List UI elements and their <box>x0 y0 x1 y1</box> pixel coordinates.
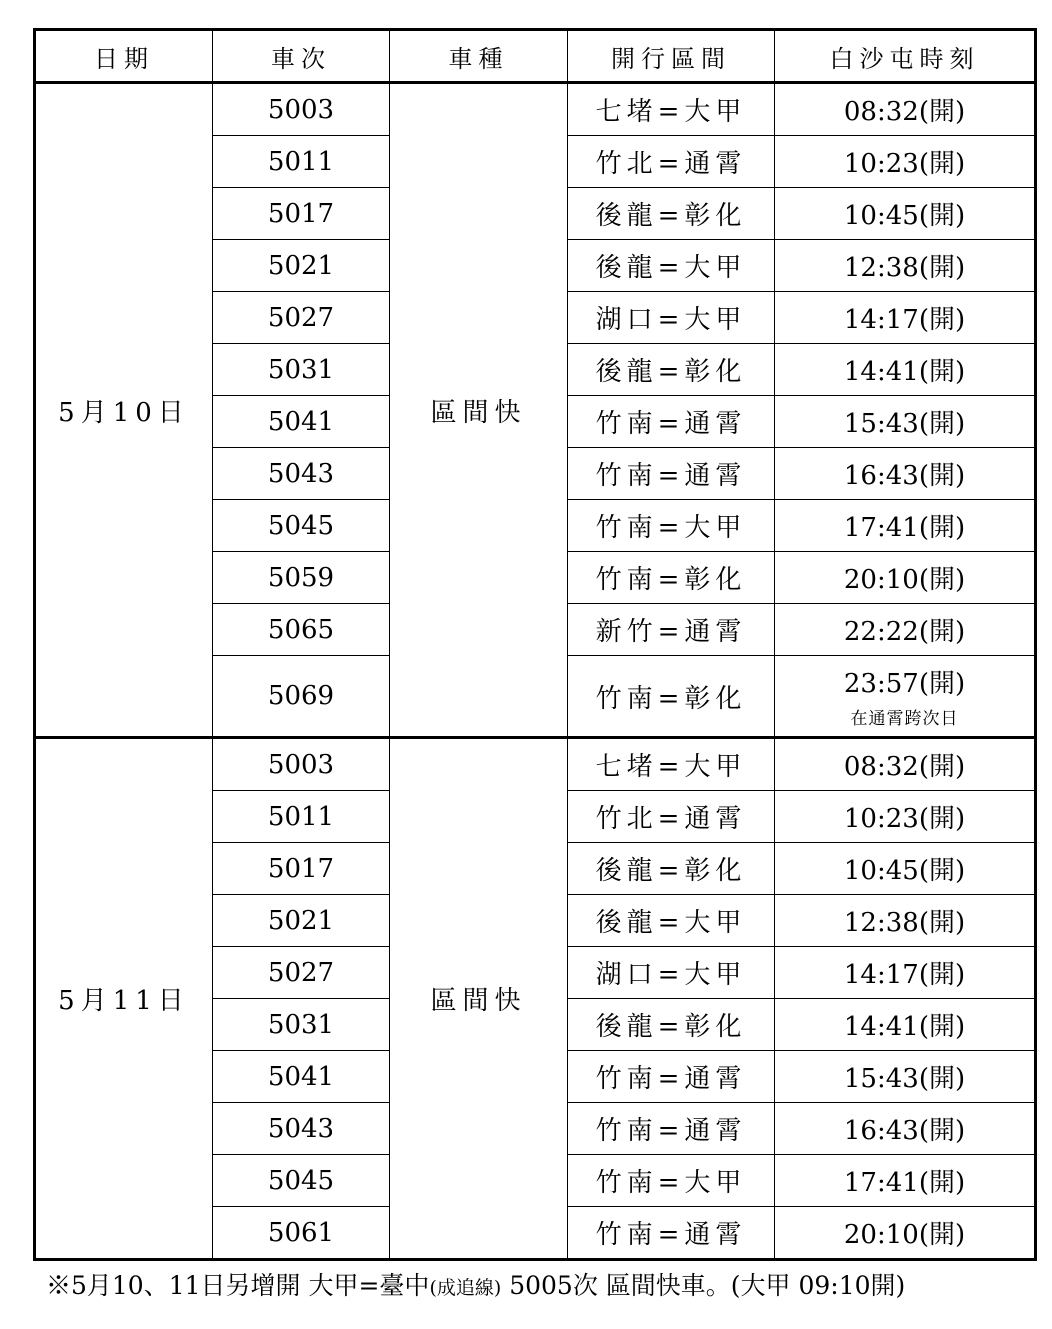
timetable <box>33 28 1037 1261</box>
route-cell: 後龍=彰化 <box>568 188 775 240</box>
train-number-cell: 5069 <box>213 656 390 738</box>
time-cell <box>775 999 1036 1051</box>
time-cell <box>775 895 1036 947</box>
route-cell: 竹南=大甲 <box>568 500 775 552</box>
time-note: 在通霄跨次日 <box>850 709 959 729</box>
route-cell: 後龍=彰化 <box>568 344 775 396</box>
time-cell <box>775 240 1036 292</box>
route-cell: 竹南=彰化 <box>568 656 775 738</box>
time-value: 10:23(開) <box>843 149 966 179</box>
time-value: 15:43(開) <box>843 409 966 439</box>
train-number-cell: 5059 <box>213 552 390 604</box>
time-value: 14:17(開) <box>843 305 966 335</box>
route-cell: 竹北=通霄 <box>568 791 775 843</box>
route-cell: 後龍=彰化 <box>568 843 775 895</box>
time-value: 14:17(開) <box>843 960 966 990</box>
route-cell: 七堵=大甲 <box>568 738 775 791</box>
time-cell <box>775 396 1036 448</box>
route-cell: 竹南=通霄 <box>568 1051 775 1103</box>
header-row <box>35 30 1036 83</box>
train-number-cell: 5017 <box>213 188 390 240</box>
footer-note-detail: 5005次 區間快車。(大甲 09:10開) <box>501 1271 906 1300</box>
time-cell <box>775 947 1036 999</box>
train-number-cell: 5065 <box>213 604 390 656</box>
route-cell: 竹南=通霄 <box>568 396 775 448</box>
route-cell: 七堵=大甲 <box>568 83 775 136</box>
train-type-cell: 區間快 <box>390 738 568 1260</box>
time-cell <box>775 500 1036 552</box>
time-value: 08:32(開) <box>843 752 966 782</box>
time-cell <box>775 1051 1036 1103</box>
time-value: 08:32(開) <box>843 97 966 127</box>
time-cell <box>775 188 1036 240</box>
time-value: 10:45(開) <box>843 201 966 231</box>
train-number-cell: 5027 <box>213 947 390 999</box>
header-train-number: 車次 <box>213 30 390 83</box>
timetable-body <box>35 83 1036 1260</box>
train-number-cell: 5041 <box>213 396 390 448</box>
train-number-cell: 5045 <box>213 1155 390 1207</box>
train-number-cell: 5011 <box>213 136 390 188</box>
time-cell <box>775 552 1036 604</box>
time-cell <box>775 843 1036 895</box>
time-value: 12:38(開) <box>843 908 966 938</box>
route-cell: 湖口=大甲 <box>568 292 775 344</box>
time-value: 10:45(開) <box>843 856 966 886</box>
route-cell: 竹南=通霄 <box>568 448 775 500</box>
train-number-cell: 5021 <box>213 895 390 947</box>
time-cell <box>775 656 1036 738</box>
train-number-cell: 5031 <box>213 999 390 1051</box>
time-cell <box>775 1207 1036 1260</box>
train-number-cell: 5003 <box>213 83 390 136</box>
route-cell: 後龍=彰化 <box>568 999 775 1051</box>
header-route: 開行區間 <box>568 30 775 83</box>
footer-note-main: ※5月10、11日另增開 大甲=臺中 <box>46 1271 430 1300</box>
route-cell: 竹南=彰化 <box>568 552 775 604</box>
route-cell: 竹南=大甲 <box>568 1155 775 1207</box>
time-value: 22:22(開) <box>843 617 966 647</box>
header-train-type: 車種 <box>390 30 568 83</box>
header-date: 日期 <box>35 30 213 83</box>
time-value: 14:41(開) <box>843 1012 966 1042</box>
time-value: 17:41(開) <box>843 1168 966 1198</box>
train-number-cell: 5011 <box>213 791 390 843</box>
time-cell <box>775 83 1036 136</box>
time-cell <box>775 791 1036 843</box>
footer-note-line-name: (成追線) <box>429 1277 502 1299</box>
table-row <box>35 738 1036 791</box>
time-value: 15:43(開) <box>843 1064 966 1094</box>
time-cell <box>775 604 1036 656</box>
time-cell <box>775 448 1036 500</box>
train-number-cell: 5041 <box>213 1051 390 1103</box>
time-value: 23:57(開) <box>843 669 966 699</box>
route-cell: 竹南=通霄 <box>568 1103 775 1155</box>
time-cell <box>775 344 1036 396</box>
date-cell: 5月11日 <box>35 738 213 1260</box>
train-number-cell: 5027 <box>213 292 390 344</box>
footer-note <box>46 1266 1046 1302</box>
header-baishatun-time: 白沙屯時刻 <box>775 30 1036 83</box>
time-cell <box>775 136 1036 188</box>
route-cell: 後龍=大甲 <box>568 240 775 292</box>
time-cell <box>775 292 1036 344</box>
time-value: 20:10(開) <box>843 565 966 595</box>
train-number-cell: 5043 <box>213 1103 390 1155</box>
train-number-cell: 5003 <box>213 738 390 791</box>
time-value: 12:38(開) <box>843 253 966 283</box>
time-value: 16:43(開) <box>843 1116 966 1146</box>
train-number-cell: 5021 <box>213 240 390 292</box>
time-cell <box>775 1155 1036 1207</box>
train-number-cell: 5043 <box>213 448 390 500</box>
train-type-cell: 區間快 <box>390 83 568 738</box>
time-cell <box>775 1103 1036 1155</box>
time-value: 14:41(開) <box>843 357 966 387</box>
time-cell <box>775 738 1036 791</box>
route-cell: 後龍=大甲 <box>568 895 775 947</box>
train-number-cell: 5061 <box>213 1207 390 1260</box>
route-cell: 湖口=大甲 <box>568 947 775 999</box>
date-cell: 5月10日 <box>35 83 213 738</box>
route-cell: 竹南=通霄 <box>568 1207 775 1260</box>
time-value: 16:43(開) <box>843 461 966 491</box>
time-value: 20:10(開) <box>843 1220 966 1250</box>
train-number-cell: 5045 <box>213 500 390 552</box>
route-cell: 新竹=通霄 <box>568 604 775 656</box>
time-value: 10:23(開) <box>843 804 966 834</box>
route-cell: 竹北=通霄 <box>568 136 775 188</box>
train-number-cell: 5017 <box>213 843 390 895</box>
train-number-cell: 5031 <box>213 344 390 396</box>
table-row <box>35 83 1036 136</box>
time-value: 17:41(開) <box>843 513 966 543</box>
